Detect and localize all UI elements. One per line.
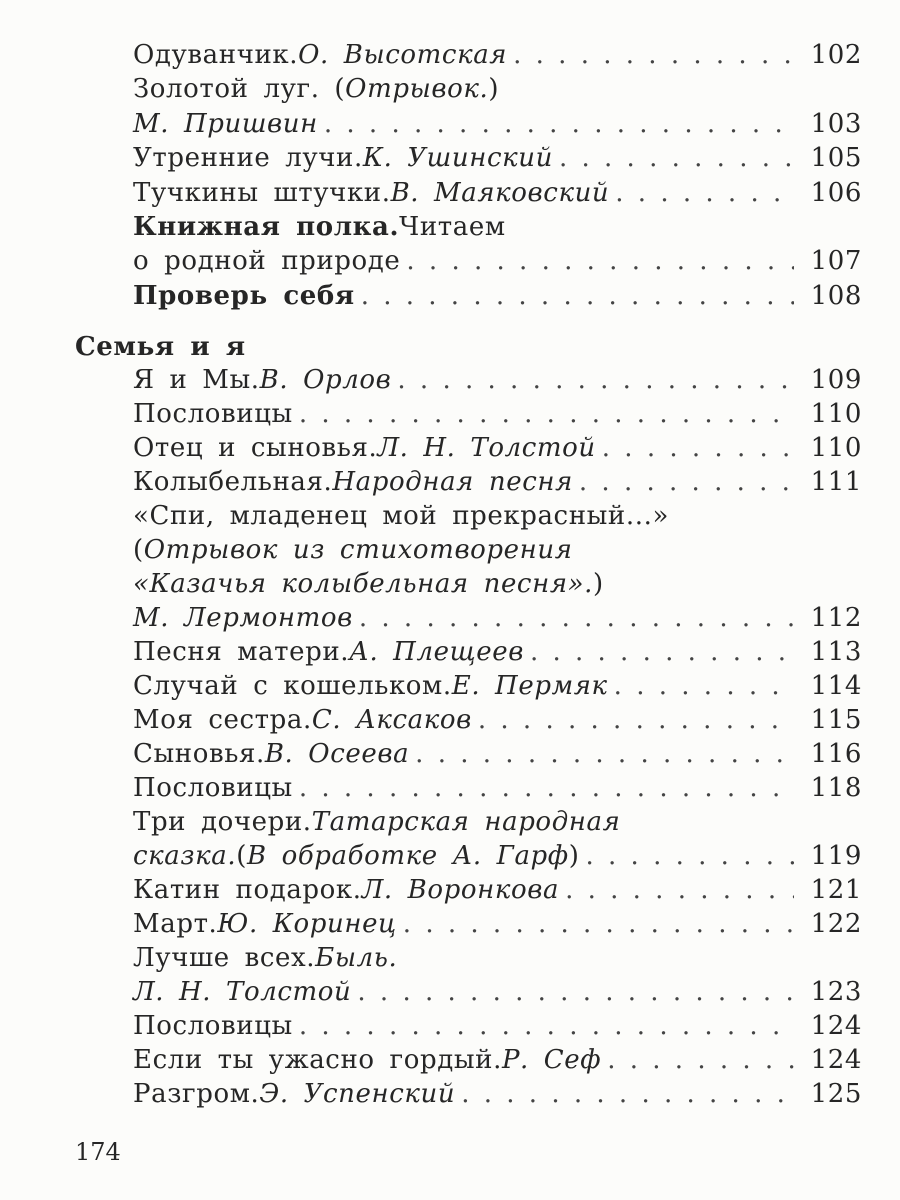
dot-leader — [299, 397, 794, 431]
dot-leader — [361, 279, 794, 313]
dot-leader — [530, 635, 794, 669]
dot-leader — [579, 465, 794, 499]
entry-author: Быль. — [315, 943, 398, 973]
entry-page: 112 — [810, 603, 862, 633]
entry-title: ( — [236, 841, 248, 871]
entry-author: В обработке А. Гарф — [247, 841, 569, 871]
entry-page: 109 — [810, 365, 862, 395]
toc-entry — [133, 141, 862, 175]
entry-title: ) — [488, 74, 500, 105]
entry-title: Утренние лучи. — [133, 143, 363, 174]
toc-entry — [133, 669, 862, 703]
toc-entry — [133, 567, 862, 601]
entry-title: Сыновья. — [133, 739, 265, 769]
toc-entry — [133, 941, 862, 975]
entry-page: 123 — [810, 977, 862, 1007]
entry-page: 108 — [810, 280, 862, 311]
entry-author: Л. Н. Толстой — [133, 977, 352, 1007]
entry-title: Колыбельная. — [133, 467, 333, 497]
toc-entry — [133, 431, 862, 465]
entry-author: Ю. Коринец — [217, 909, 397, 939]
toc-entry — [133, 975, 862, 1009]
dot-leader — [559, 141, 794, 175]
entry-author: «Казачья колыбельная песня». — [133, 569, 594, 599]
entry-title: Случай с кошельком. — [133, 671, 452, 701]
entry-author: В. Маяковский — [390, 177, 610, 208]
entry-title: Моя сестра. — [133, 705, 312, 735]
entry-author: Народная песня — [332, 467, 573, 497]
dot-leader — [602, 431, 794, 465]
toc-entry — [133, 38, 862, 72]
dot-leader — [357, 975, 794, 1009]
entry-page: 111 — [810, 467, 862, 497]
entry-page: 114 — [810, 671, 862, 701]
entry-title: Три дочери. — [133, 807, 312, 837]
entry-title: Пословицы — [133, 399, 293, 429]
toc-entry — [133, 244, 862, 278]
entry-author: сказка. — [133, 841, 237, 871]
toc-entry — [133, 703, 862, 737]
entry-page: 118 — [810, 773, 862, 803]
dot-leader — [586, 839, 795, 873]
entry-page: 105 — [810, 143, 862, 174]
toc-entry — [133, 873, 862, 907]
toc-entry — [133, 176, 862, 210]
entry-title: Март. — [133, 909, 218, 939]
toc-entry — [133, 465, 862, 499]
entry-page: 106 — [810, 177, 862, 208]
entry-title: ) — [593, 569, 604, 599]
toc-entry — [133, 635, 862, 669]
entry-page: 116 — [810, 739, 862, 769]
entry-author: А. Плещеев — [349, 637, 524, 667]
entry-page: 125 — [810, 1079, 862, 1109]
entry-page: 113 — [810, 637, 862, 667]
dot-leader — [403, 907, 794, 941]
entry-title: Если ты ужасно гордый. — [133, 1045, 502, 1075]
entry-title: ( — [133, 535, 144, 565]
dot-leader — [299, 771, 794, 805]
entry-title: «Спи, младенец мой прекрасный...» — [133, 501, 669, 531]
entry-title: Песня матери. — [133, 637, 350, 667]
entry-author: Отрывок из стихотворения — [143, 535, 573, 565]
dot-leader — [415, 737, 794, 771]
entry-author: В. Орлов — [259, 365, 392, 395]
toc-entry — [133, 279, 862, 313]
dot-leader — [397, 363, 794, 397]
entry-title: Проверь себя — [133, 280, 355, 311]
entry-author: О. Высотская — [298, 40, 508, 70]
toc-entry — [133, 397, 862, 431]
entry-title: Пословицы — [133, 773, 293, 803]
entry-author: Татарская народная — [311, 807, 621, 837]
entry-title: Тучкины штучки. — [133, 177, 391, 208]
toc-entry — [133, 72, 862, 106]
entry-page: 115 — [810, 705, 862, 735]
entry-page: 102 — [810, 40, 862, 70]
entry-author: М. Пришвин — [133, 108, 318, 139]
toc-entry — [133, 1043, 862, 1077]
toc-entry — [133, 839, 862, 873]
entry-page: 119 — [810, 841, 862, 871]
dot-leader — [614, 669, 794, 703]
entry-author: Р. Сеф — [501, 1045, 602, 1075]
entry-title: Читаем — [399, 212, 506, 242]
dot-leader — [299, 1009, 794, 1043]
entry-title: Катин подарок. — [133, 875, 362, 905]
entry-author: К. Ушинский — [362, 143, 553, 174]
entry-page: 124 — [810, 1045, 862, 1075]
entry-title: Золотой луг. ( — [133, 74, 346, 105]
toc-entry — [133, 533, 862, 567]
entry-title: Пословицы — [133, 1011, 293, 1041]
dot-leader — [406, 244, 794, 278]
entry-title: Отец и сыновья. — [133, 433, 378, 463]
entry-page: 121 — [810, 875, 862, 905]
entry-page: 107 — [810, 246, 862, 277]
entry-page: 110 — [810, 433, 862, 463]
entry-title: о родной природе — [133, 246, 401, 277]
entry-title: Я и Мы. — [133, 365, 260, 395]
entry-title: Одуванчик. — [133, 40, 299, 70]
toc-entry — [133, 210, 862, 244]
toc-entry — [133, 907, 862, 941]
toc-entry — [133, 771, 862, 805]
section-heading — [75, 330, 804, 364]
entry-title: Семья и я — [75, 332, 246, 362]
toc-entry — [133, 363, 862, 397]
toc-entry — [133, 805, 862, 839]
entry-author: Отрывок. — [345, 74, 489, 105]
entry-title: Разгром. — [133, 1079, 260, 1109]
dot-leader — [565, 873, 794, 907]
entry-author: Л. Воронкова — [361, 875, 560, 905]
entry-author: Е. Пермяк — [451, 671, 608, 701]
toc-entry — [133, 1009, 862, 1043]
dot-leader — [461, 1077, 794, 1111]
dot-leader — [359, 601, 794, 635]
toc-entry — [133, 601, 862, 635]
dot-leader — [513, 38, 794, 72]
toc-entry — [133, 1077, 862, 1111]
dot-leader — [478, 703, 794, 737]
dot-leader — [324, 107, 794, 141]
entry-author: М. Лермонтов — [133, 603, 353, 633]
entry-page: 103 — [810, 108, 862, 139]
entry-title: ) — [568, 841, 580, 871]
page-number: 174 — [75, 1138, 121, 1166]
entry-page: 122 — [810, 909, 862, 939]
toc-entry — [133, 107, 862, 141]
entry-page: 124 — [810, 1011, 862, 1041]
entry-title: Лучше всех. — [133, 943, 316, 973]
entry-page: 110 — [810, 399, 862, 429]
entry-author: С. Аксаков — [311, 705, 472, 735]
toc-entry — [133, 737, 862, 771]
entry-author: Э. Успенский — [259, 1079, 456, 1109]
dot-leader — [607, 1043, 794, 1077]
toc-entry — [133, 499, 862, 533]
dot-leader — [615, 176, 794, 210]
entry-title: Книжная полка. — [133, 212, 400, 242]
entry-author: В. Осеева — [264, 739, 410, 769]
entry-author: Л. Н. Толстой — [377, 433, 596, 463]
